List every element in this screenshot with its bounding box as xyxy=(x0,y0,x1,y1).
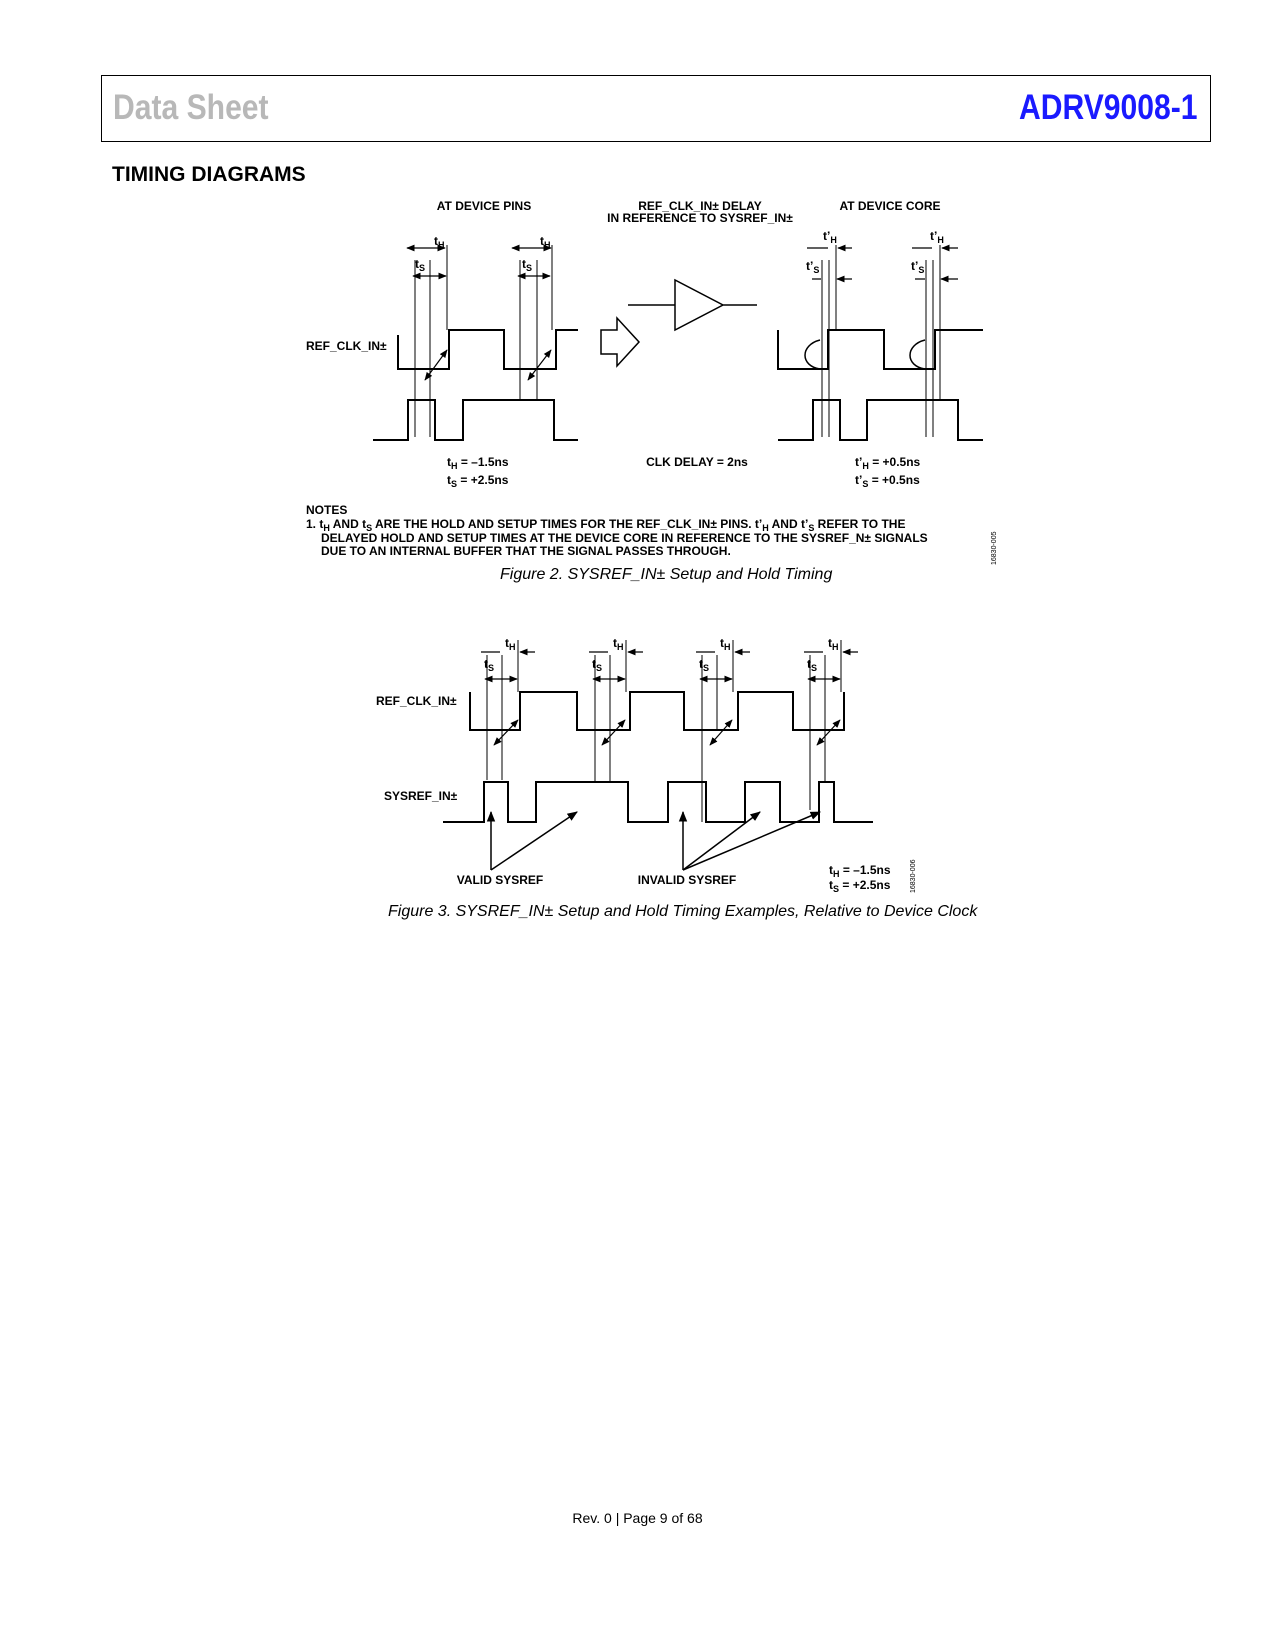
fig2-clk-delay: CLK DELAY = 2ns xyxy=(646,455,748,469)
fig3-th-label-2: $t_H$ xyxy=(613,636,624,652)
fig2-tps-label-1: $t’_S$ xyxy=(806,259,820,275)
figure-2-caption: Figure 2. SYSREF_IN± Setup and Hold Timing xyxy=(500,566,833,583)
fig2-tps-label-2: $t’_S$ xyxy=(911,259,925,275)
fig3-ts-label-1: $t_S$ xyxy=(484,657,495,673)
fig3-sysref xyxy=(443,782,873,822)
fig2-buffer xyxy=(628,280,757,330)
fig2-tph-label-2: $t’_H$ xyxy=(930,229,944,245)
fig2-note-line-1: 1. $t_H$ AND $t_S$ ARE THE HOLD AND SETUP TIMES FOR THE REF_CLK_IN± PINS. $t’_H$ AND $t’_S$ REFER TO THE xyxy=(306,517,906,533)
section-title: TIMING DIAGRAMS xyxy=(112,163,306,186)
fig3-th-label-1: $t_H$ xyxy=(505,636,516,652)
fig3-th-label-4: $t_H$ xyxy=(828,636,839,652)
header-doc-type: Data Sheet xyxy=(113,88,269,127)
header-part-number: ADRV9008-1 xyxy=(1019,88,1198,127)
fig3-valid-label: VALID SYSREF xyxy=(456,873,544,887)
fig2-ts-label-1: $t_S$ xyxy=(415,257,426,273)
fig3-ts-label-2: $t_S$ xyxy=(592,657,603,673)
fig2-col-pins: AT DEVICE PINS xyxy=(436,199,532,213)
figure-2 xyxy=(306,199,998,565)
fig2-core-sysref xyxy=(778,400,983,440)
fig2-pins-th-value: $t_H = -1.5ns$ xyxy=(447,455,509,471)
fig3-ts-value: $t_S = +2.5ns$ xyxy=(829,878,891,894)
fig2-ts-label-2: $t_S$ xyxy=(522,257,533,273)
fig2-refclk-label: REF_CLK_IN± xyxy=(306,339,387,353)
fig2-th-label-2: $t_H$ xyxy=(540,234,551,250)
fig2-notes-title: NOTES xyxy=(306,503,348,517)
fig3-ts-label-3: $t_S$ xyxy=(699,657,710,673)
fig3-invalid-label: INVALID SYSREF xyxy=(637,873,737,887)
fig2-note-line-2: DELAYED HOLD AND SETUP TIMES AT THE DEVICE CORE IN REFERENCE TO THE SYSREF_N± SIGNALS xyxy=(321,531,928,545)
fig2-col-delay-1: REF_CLK_IN± DELAY xyxy=(638,199,762,213)
fig2-tph-label-1: $t’_H$ xyxy=(823,229,837,245)
fig2-core-th-value: $t’_H = +0.5ns$ xyxy=(855,455,921,471)
fig2-note-line-3: DUE TO AN INTERNAL BUFFER THAT THE SIGNAL PASSES THROUGH. xyxy=(321,544,731,558)
figure-3-caption: Figure 3. SYSREF_IN± Setup and Hold Timing Examples, Relative to Device Clock xyxy=(388,903,978,920)
fig2-code: 16830-005 xyxy=(991,531,998,565)
fig2-core-ts-value: $t’_S = +0.5ns$ xyxy=(855,473,920,489)
page-footer: Rev. 0 | Page 9 of 68 xyxy=(572,1510,703,1526)
fig2-col-core: AT DEVICE CORE xyxy=(839,199,941,213)
fig3-sysref-label: SYSREF_IN± xyxy=(384,789,458,803)
fig3-th-value: $t_H = -1.5ns$ xyxy=(829,863,891,879)
fig3-refclk-label: REF_CLK_IN± xyxy=(376,694,457,708)
fig2-pins-clock xyxy=(398,330,578,369)
fig3-code: 16830-006 xyxy=(910,859,917,893)
fig2-th-label-1: $t_H$ xyxy=(434,234,445,250)
fig2-pins-ts-value: $t_S = +2.5ns$ xyxy=(447,473,509,489)
fig3-ts-label-4: $t_S$ xyxy=(807,657,818,673)
fig2-pins-sysref xyxy=(373,400,578,440)
figure-3 xyxy=(376,636,917,894)
fig2-col-delay-2: IN REFERENCE TO SYSREF_IN± xyxy=(607,211,793,225)
fig3-th-label-3: $t_H$ xyxy=(720,636,731,652)
fig3-clock xyxy=(470,692,844,730)
fig2-flow-arrow xyxy=(601,318,639,366)
